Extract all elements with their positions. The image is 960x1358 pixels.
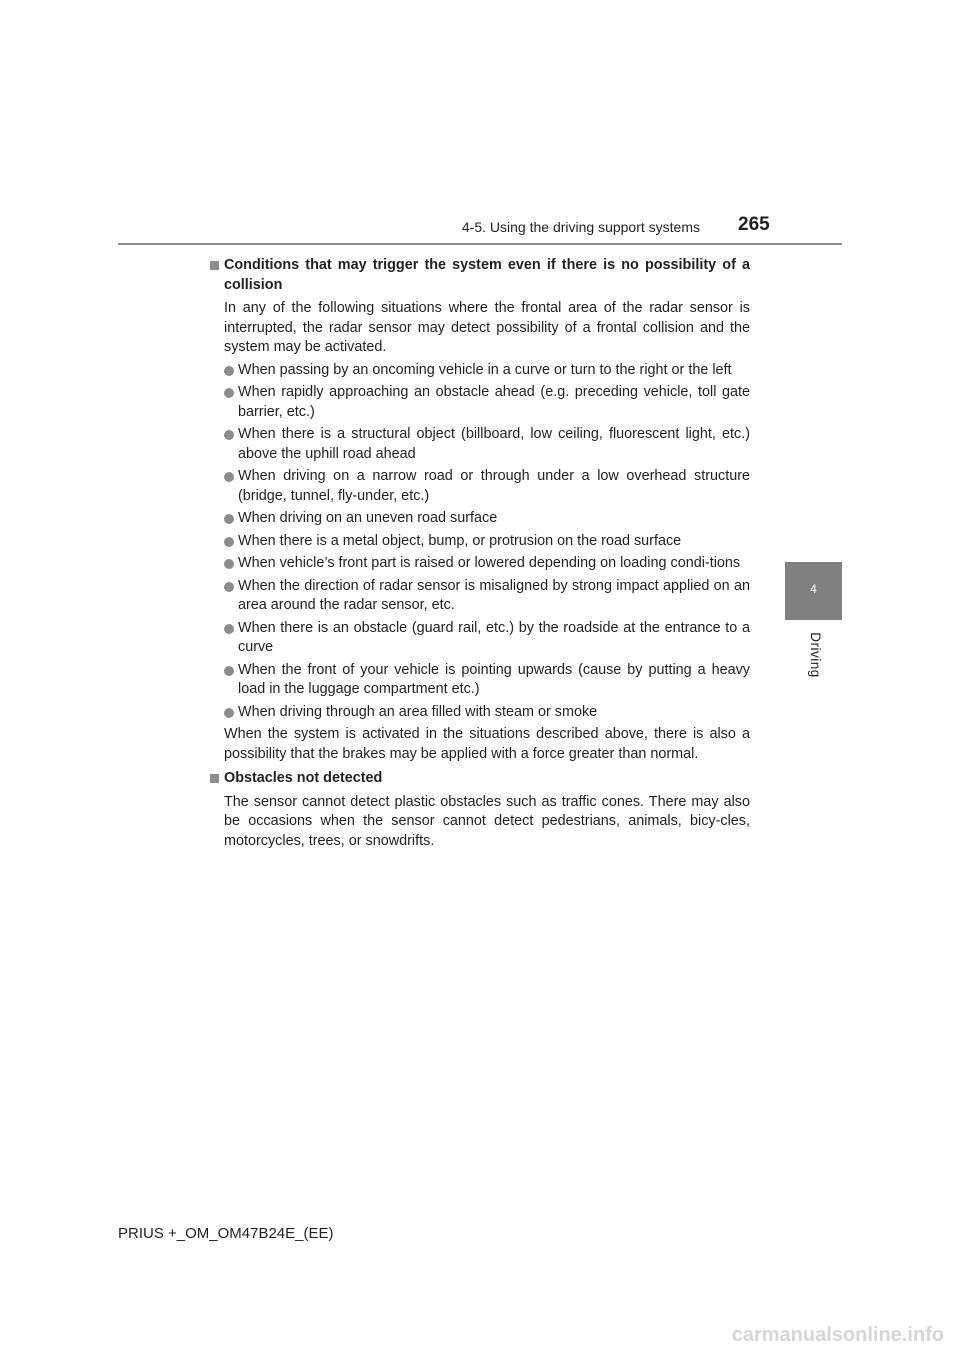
circle-bullet-icon — [224, 361, 238, 380]
list-item — [210, 383, 750, 422]
circle-bullet-icon — [224, 619, 238, 638]
list-item-text: When driving on an uneven road surface — [238, 510, 498, 526]
circle-bullet-icon — [224, 467, 238, 486]
section-body: The sensor cannot detect plastic obstacles such as traffic cones. There may also be occasions when the sensor cannot detect pedestrians, animals, bicy-cles, motorcycles, trees, or snowdrifts. — [224, 793, 750, 849]
section-intro: In any of the following situations where the frontal area of the radar sensor is interrupted, the radar sensor may detect possibility of a frontal collision and the system may be activated. — [224, 300, 750, 355]
header-section-title: 4-5. Using the driving support systems — [461, 219, 700, 235]
page-content — [210, 256, 750, 854]
list-item — [210, 509, 750, 529]
watermark: carmanualsonline.info — [731, 1324, 944, 1346]
circle-bullet-icon — [224, 661, 238, 680]
section-heading-text: Obstacles not detected — [224, 770, 383, 786]
list-item — [210, 619, 750, 658]
page-number: 265 — [738, 214, 770, 235]
list-item-text: When rapidly approaching an obstacle ahead (e.g. preceding vehicle, toll gate barrier, etc.) — [238, 384, 750, 420]
header-divider — [118, 243, 842, 245]
chapter-name: Driving — [808, 632, 823, 678]
circle-bullet-icon — [224, 703, 238, 722]
list-item — [210, 554, 750, 574]
section-obstacles-not-detected — [210, 769, 750, 851]
section-heading — [210, 769, 750, 789]
document-code: PRIUS +_OM_OM47B24E_(EE) — [118, 1225, 334, 1242]
list-item — [210, 661, 750, 700]
list-item — [210, 532, 750, 552]
circle-bullet-icon — [224, 509, 238, 528]
chapter-number: 4 — [810, 582, 817, 596]
circle-bullet-icon — [224, 532, 238, 551]
condition-list — [210, 361, 750, 723]
list-item — [210, 577, 750, 616]
circle-bullet-icon — [224, 383, 238, 402]
list-item-text: When there is a metal object, bump, or protrusion on the road surface — [238, 532, 682, 549]
list-item — [210, 361, 750, 381]
list-item-text: When passing by an oncoming vehicle in a curve or turn to the right or the left — [238, 361, 732, 378]
section-heading — [210, 256, 750, 295]
circle-bullet-icon — [224, 577, 238, 596]
list-item-text: When driving on a narrow road or through under a low overhead structure (bridge, tunnel, fly-under, etc.) — [238, 468, 750, 504]
list-item-text: When vehicle’s front part is raised or lowered depending on loading condi-tions — [238, 555, 741, 571]
list-item — [210, 425, 750, 464]
list-item-text: When there is an obstacle (guard rail, etc.) by the roadside at the entrance to a curve — [238, 619, 750, 655]
section-outro: When the system is activated in the situations described above, there is also a possibility that the brakes may be applied with a force greater than normal. — [224, 726, 750, 762]
circle-bullet-icon — [224, 425, 238, 444]
list-item — [210, 703, 750, 723]
section-false-activation — [210, 256, 750, 764]
circle-bullet-icon — [224, 554, 238, 573]
list-item-text: When driving through an area filled with steam or smoke — [238, 703, 598, 720]
square-bullet-icon — [210, 774, 224, 783]
square-bullet-icon — [210, 261, 224, 270]
list-item-text: When there is a structural object (billboard, low ceiling, fluorescent light, etc.) above the uphill road ahead — [238, 426, 750, 462]
list-item-text: When the front of your vehicle is pointing upwards (cause by putting a heavy load in the luggage compartment etc.) — [238, 661, 750, 697]
list-item-text: When the direction of radar sensor is misaligned by strong impact applied on an area around the radar sensor, etc. — [238, 577, 750, 613]
list-item — [210, 467, 750, 506]
section-heading-text: Conditions that may trigger the system even if there is no possibility of a collision — [224, 257, 750, 293]
